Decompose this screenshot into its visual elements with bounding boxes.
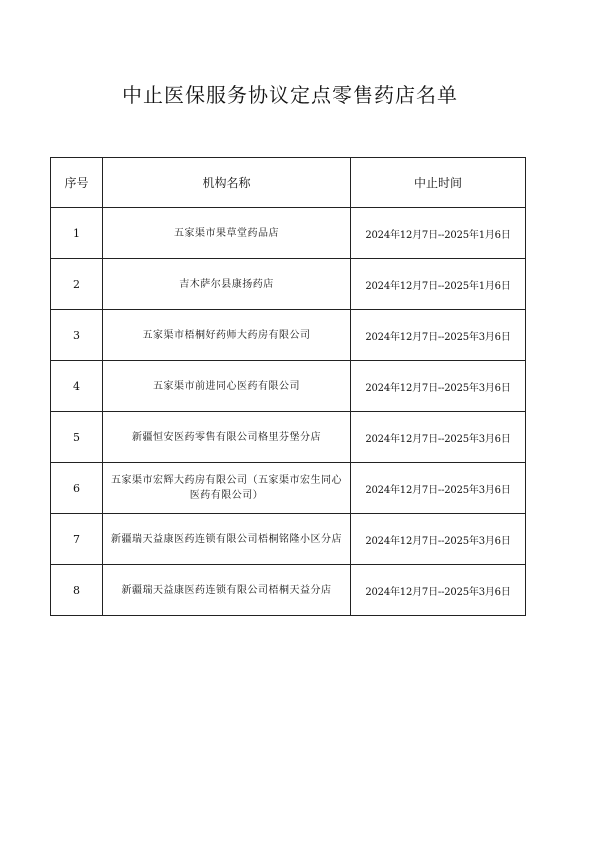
row-index: 7: [51, 514, 103, 565]
row-suspension-period: 2024年12月7日--2025年3月6日: [351, 514, 526, 565]
table-row: [51, 208, 526, 259]
table-row: [51, 463, 526, 514]
table-row: [51, 412, 526, 463]
header-suspension-period: 中止时间: [351, 158, 526, 208]
row-index: 4: [51, 361, 103, 412]
suspended-pharmacy-table: [50, 157, 526, 616]
row-index: 5: [51, 412, 103, 463]
row-suspension-period: 2024年12月7日--2025年3月6日: [351, 463, 526, 514]
row-index: 3: [51, 310, 103, 361]
row-institution-name: 五家渠市宏辉大药房有限公司（五家渠市宏生同心医药有限公司）: [103, 463, 351, 514]
table-row: [51, 514, 526, 565]
table-row: [51, 565, 526, 616]
row-suspension-period: 2024年12月7日--2025年1月6日: [351, 259, 526, 310]
table-row: [51, 361, 526, 412]
row-index: 8: [51, 565, 103, 616]
table-row: [51, 259, 526, 310]
row-institution-name: 五家渠市前进同心医药有限公司: [103, 361, 351, 412]
row-suspension-period: 2024年12月7日--2025年3月6日: [351, 361, 526, 412]
row-institution-name: 吉木萨尔县康扬药店: [103, 259, 351, 310]
row-index: 6: [51, 463, 103, 514]
row-suspension-period: 2024年12月7日--2025年3月6日: [351, 310, 526, 361]
row-suspension-period: 2024年12月7日--2025年1月6日: [351, 208, 526, 259]
row-institution-name: 五家渠市梧桐好药师大药房有限公司: [103, 310, 351, 361]
row-index: 1: [51, 208, 103, 259]
document-title: 中止医保服务协议定点零售药店名单: [122, 83, 458, 108]
row-institution-name: 新疆瑞天益康医药连锁有限公司梧桐铭隆小区分店: [103, 514, 351, 565]
header-index: 序号: [51, 158, 103, 208]
row-index: 2: [51, 259, 103, 310]
header-institution-name: 机构名称: [103, 158, 351, 208]
row-institution-name: 新疆瑞天益康医药连锁有限公司梧桐天益分店: [103, 565, 351, 616]
table-header-row: [51, 158, 526, 208]
row-institution-name: 五家渠市果草堂药品店: [103, 208, 351, 259]
row-institution-name: 新疆恒安医药零售有限公司格里芬堡分店: [103, 412, 351, 463]
row-suspension-period: 2024年12月7日--2025年3月6日: [351, 412, 526, 463]
table-row: [51, 310, 526, 361]
row-suspension-period: 2024年12月7日--2025年3月6日: [351, 565, 526, 616]
